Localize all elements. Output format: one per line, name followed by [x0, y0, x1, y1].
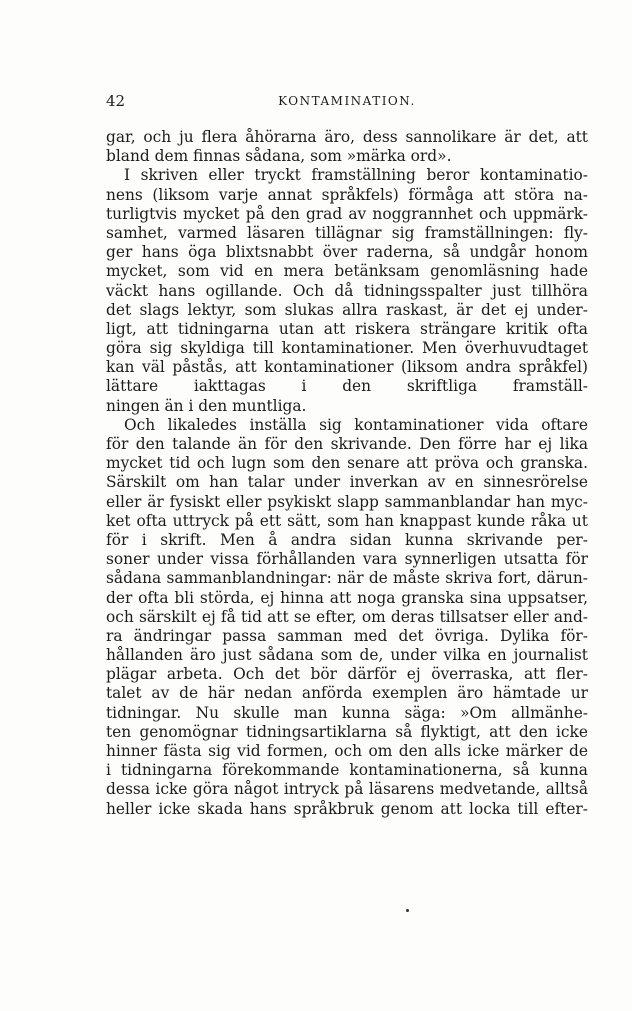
page-number: 42: [106, 92, 126, 110]
text-line: för i skrift. Men å andra sidan kunna skrivande per-: [106, 530, 588, 549]
text-line: ligt, att tidningarna utan att riskera strängare kritik ofta: [106, 319, 588, 338]
text-line: lättare iakttagas i den skriftliga framställ-: [106, 377, 588, 396]
text-line: soner under vissa förhållanden vara synnerligen utsatta för: [106, 550, 588, 569]
text-line: hinner fästa sig vid formen, och om den alls icke märker de: [106, 742, 588, 760]
text-line: mycket tid och lugn som den senare att pröva och granska.: [106, 454, 588, 473]
text-line: eller är fysiskt eller psykiskt slapp sammanblandar han myc-: [106, 492, 588, 511]
text-line: ra ändringar passa samman med det övriga. Dylika för-: [106, 626, 588, 645]
text-line: Särskilt om han talar under inverkan av en sinnesrörelse: [106, 473, 588, 492]
text-line: tidningar. Nu skulle man kunna säga: »Om allmänhe-: [106, 703, 588, 722]
text-line: nens (liksom varje annat språkfels) förmåga att störa na-: [106, 185, 588, 204]
text-line: Och likaledes inställa sig kontaminationer vida oftare: [124, 415, 588, 434]
text-line: mycket, som vid en mera betänksam genomläsning hade: [106, 262, 588, 281]
text-line: sådana sammanblandningar: när de måste skriva fort, därun-: [106, 569, 588, 588]
page-header: [106, 92, 588, 114]
text-line: gar, och ju flera åhörarna äro, dess sannolikare är det, att: [106, 128, 588, 146]
text-line: kan väl påstås, att kontaminationer (liksom andra språkfel): [106, 358, 588, 377]
text-line: ten genomögnar tidningsartiklarna så flyktigt, att den icke: [106, 722, 588, 741]
text-line: det slags lektyr, som slukas allra raskast, är det ej under-: [106, 300, 588, 319]
text-line: talet av de här nedan anförda exemplen äro hämtade ur: [106, 684, 588, 703]
body-text: [106, 128, 588, 819]
text-line: I skriven eller tryckt framställning beror kontaminatio-: [124, 166, 588, 185]
text-line: hållanden äro just sådana som de, under vilka en journalist: [106, 646, 588, 665]
text-line: göra sig skyldiga till kontaminationer. Men överhuvudtaget: [106, 339, 588, 358]
text-line: ger hans öga blixtsnabbt över raderna, så undgår honom: [106, 243, 588, 262]
text-line: der ofta bli störda, ej hinna att noga granska sina uppsatser,: [106, 588, 588, 607]
text-line: bland dem finnas sådana, som »märka ord».: [106, 147, 452, 166]
text-line: ket ofta uttryck på ett sätt, som han knappast kunde råka ut: [106, 511, 588, 530]
text-line: för den talande än för den skrivande. Den förre har ej lika: [106, 435, 588, 453]
text-line: turligtvis mycket på den grad av noggrannhet och uppmärk-: [106, 204, 588, 223]
running-title: KONTAMINATION.: [278, 94, 416, 108]
text-line: dessa icke göra något intryck på läsarens medvetande, alltså: [106, 780, 588, 799]
text-line: väckt hans ogillande. Och då tidningsspalter just tillhöra: [106, 281, 588, 300]
print-speck: [406, 909, 409, 912]
text-line: ningen än i den muntliga.: [106, 396, 307, 415]
text-line: plägar arbeta. Och det bör därför ej överraska, att fler-: [106, 665, 588, 684]
text-line: heller icke skada hans språkbruk genom att locka till efter-: [106, 799, 588, 818]
text-line: samhet, varmed läsaren tillägnar sig framställningen: fly-: [106, 223, 588, 242]
text-line: och särskilt ej få tid att se efter, om deras tillsatser eller and-: [106, 607, 588, 626]
text-line: i tidningarna förekommande kontaminationerna, så kunna: [106, 761, 588, 780]
